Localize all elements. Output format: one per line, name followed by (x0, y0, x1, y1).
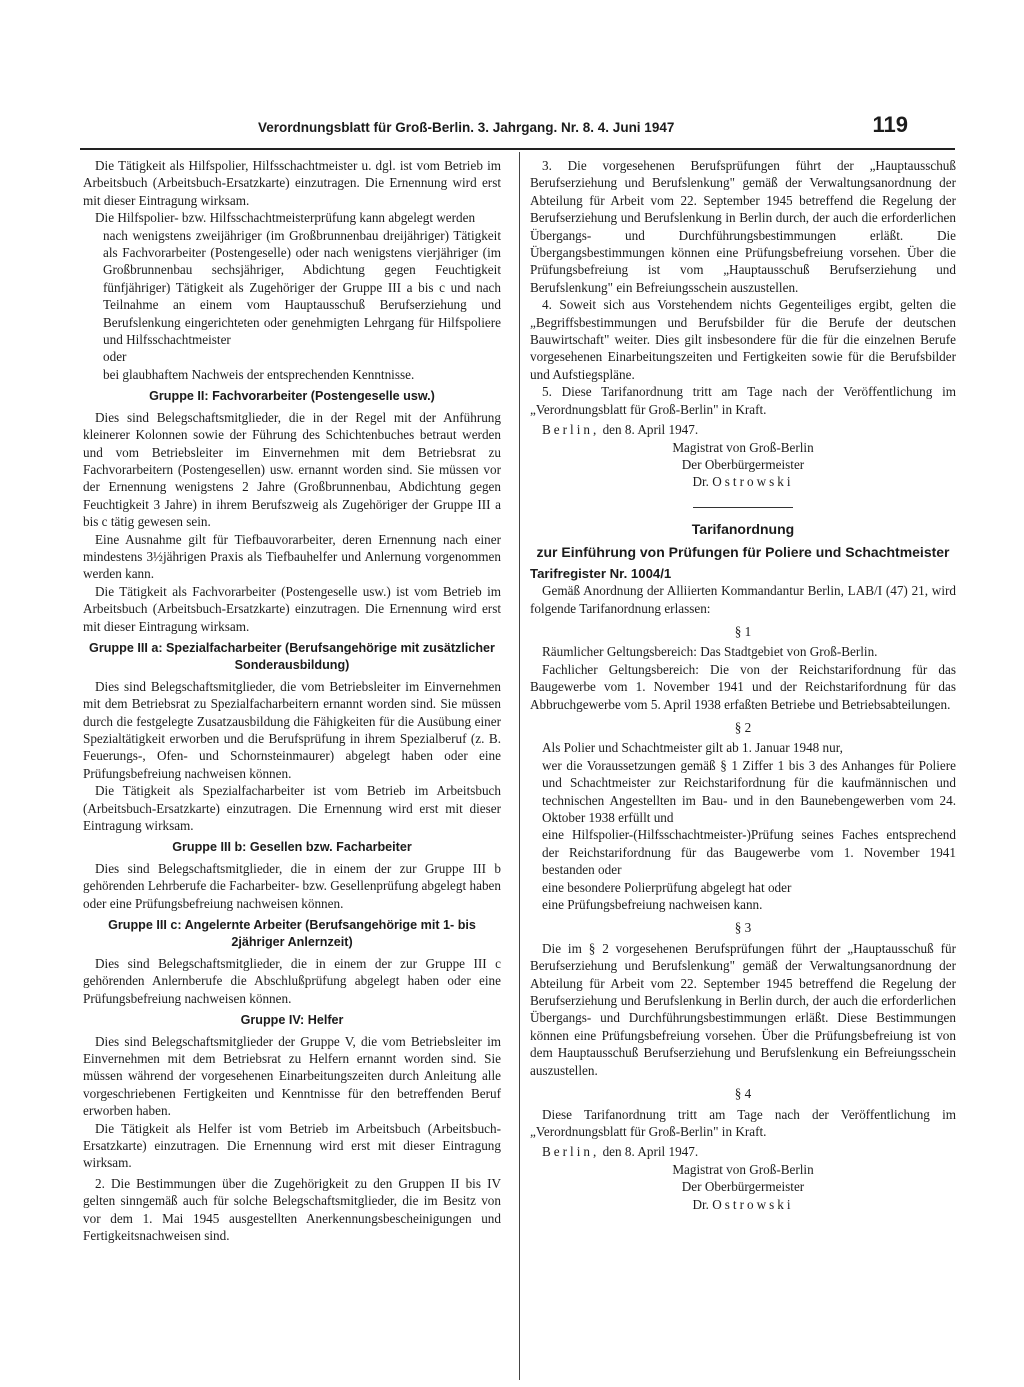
paragraph: 2. Die Bestimmungen über die Zugehörigkeit zu den Gruppen II bis IV gelten sinngemäß auch für solche Belegschaftsmitglieder, die im Besitz von vor dem 1. Mai 1945 ausgestellten Anerkennungsbescheinigungen und Fertigkeitsnachweisen sind. (83, 1175, 501, 1243)
section-heading: Gruppe IV: Helfer (240, 1013, 344, 1028)
column-divider (519, 152, 520, 1380)
paragraph: Die im § 2 vorgesehenen Berufsprüfungen führt der „Hauptausschuß für Berufserziehung und Berufslenkung" gemäß der Verwaltungsanordnung der Abteilung für Arbeit vom 22. September 1945 betreffend die Regelung der Berufserziehung und Berufslenkung in Berlin durch, der auch die erforderlichen Übergangs- und Durchführungsbestimmungen erläßt. Diese Bestimmungen können eine Prüfungsbefreiung vorsehen. Über die Prüfungsbefreiung ist von dem Hauptausschuß Berufserziehung und Berufslenkung ein Befreiungsschein auszustellen. (530, 940, 956, 1078)
document-subtitle: zur Einführung von Prüfungen für Poliere und Schachtmeister (536, 543, 950, 560)
paragraph: Dies sind Belegschaftsmitglieder, die in der Regel mit der Anführung kleinerer Kolonnen sowie der Führung des Schichtenbuches betraut werden und vom Betriebsleiter im Einvernehmen mit dem Betriebsrat zu Fachvorarbeitern (Postengesellen) usw. ernannt worden sind. Sie müssen vor der Ernennung wenigstens 2 Jahre (Großbrunnenbau, Abdichtung gegen Feuchtigkeit 3 Jahre) in ihrem Berufszweig als Zugehöriger der Gruppe III a bis c tätig gewesen sein. (83, 409, 501, 530)
paragraph: Räumlicher Geltungsbereich: Das Stadtgebiet von Groß-Berlin. (542, 644, 878, 660)
running-header (258, 112, 958, 146)
header-rule (80, 148, 955, 150)
section-mark: § 2 (734, 719, 752, 735)
paragraph: Dies sind Belegschaftsmitglieder der Gruppe V, die vom Betriebsleiter im Einvernehmen mit dem Betriebsrat zu Helfern ernannt worden sind. Sie müssen während der vorgesehenen Einarbeitungszeiten durch Anleitung alle vorgeschriebenen Fertigkeiten und Kenntnisse für den betreffenden Beruf erworben haben. (83, 1033, 501, 1119)
date-city: Berlin, (542, 1144, 600, 1160)
page-number: 119 (872, 112, 908, 137)
paragraph: 4. Soweit sich aus Vorstehendem nichts Gegenteiliges ergibt, gelten die „Begriffsbestimmungen und Berufsbilder für die Berufe der deutschen Bauwirtschaft" weiter. Dies gilt insbesondere für die für die einzelnen Berufe vorgesehenen Einarbeitungszeiten und Fertigkeiten sowie für die Berufsbilder und Aufstiegspläne. (530, 297, 956, 382)
signature-line: Der Oberbürgermeister (681, 456, 805, 472)
section-mark: § 4 (734, 1086, 752, 1102)
paragraph: Die Tätigkeit als Helfer ist vom Betrieb im Arbeitsbuch (Arbeitsbuch-Ersatzkarte) einzutragen. Die Ernennung wird erst mit dieser Eintragung wirksam. (83, 1120, 501, 1171)
signature-title: Dr. (692, 474, 709, 490)
signature-line: Magistrat von Groß-Berlin (672, 1161, 814, 1177)
condition-block (83, 227, 501, 384)
right-column (530, 157, 956, 1213)
condition-block (530, 757, 956, 914)
paragraph: Als Polier und Schachtmeister gilt ab 1. Januar 1948 nur, (542, 740, 843, 756)
date-text: den 8. April 1947. (602, 422, 699, 438)
paragraph: eine besondere Polierprüfung abgelegt hat oder (542, 879, 792, 895)
paragraph: 5. Diese Tarifanordnung tritt am Tage nach der Veröffentlichung im „Verordnungsblatt für Groß-Berlin" in Kraft. (530, 384, 956, 417)
paragraph: Die Tätigkeit als Hilfspolier, Hilfsschachtmeister u. dgl. ist vom Betrieb im Arbeitsbuch (Arbeitsbuch-Ersatzkarte) einzutragen. Die Ernennung wird erst mit dieser Eintragung wirksam. (83, 158, 501, 208)
paragraph: Die Hilfspolier- bzw. Hilfsschachtmeisterprüfung kann abgelegt werden (95, 210, 476, 226)
date-city: Berlin, (542, 422, 600, 438)
paragraph: Dies sind Belegschaftsmitglieder, die vom Betriebsleiter im Einvernehmen mit dem Betriebsrat zu Spezialfacharbeitern ernannt worden sind. Sie müssen durch die festgelegte Zusatzausbildung die Fähigkeiten für die Ausübung einer Spezialtätigkeit erworben und die Berufsprüfung in ihrem Spezialberuf (z. B. Feuerungs-, Ofen- und Schornsteinmaurer) abgelegt haben oder eine Prüfungsbefreiung nachweisen können. (83, 678, 501, 781)
paragraph: Die Tätigkeit als Spezialfacharbeiter ist vom Betrieb im Arbeitsbuch (Arbeitsbuch-Ersatzkarte) einzutragen. Die Ernennung wird erst mit dieser Eintragung wirksam. (83, 783, 501, 834)
paragraph: Fachlicher Geltungsbereich: Die von der Reichstarifordnung für das Baugewerbe vom 1. November 1941 und der Reichstarifordnung für das Abbruchgewerbe vom 5. April 1938 erfaßten Betriebe und Betriebsabteilungen. (530, 661, 956, 712)
date-text: den 8. April 1947. (602, 1144, 699, 1160)
paragraph: Eine Ausnahme gilt für Tiefbauvorarbeiter, deren Ernennung nach einer mindestens 3½jährigen Praxis als Tiefbauhelfer und Anlernung vorgenommen werden kann. (83, 531, 501, 582)
signature-surname: Ostrowski (712, 1196, 794, 1212)
header-title: Verordnungsblatt für Groß-Berlin. 3. Jahrgang. Nr. 8. 4. Juni 1947 (258, 120, 675, 135)
signature-line: Magistrat von Groß-Berlin (672, 439, 814, 455)
paragraph: bei glaubhaftem Nachweis der entsprechenden Kenntnisse. (103, 366, 415, 382)
paragraph: 3. Die vorgesehenen Berufsprüfungen führt der „Hauptausschuß Berufserziehung und Berufslenkung" gemäß der Verwaltungsanordnung der Abteilung für Arbeit vom 22. September 1945 betreffend die Regelung der Berufserziehung und Berufslenkung in Berlin durch, der auch die erforderlichen Übergangs- und Durchführungsbestimmungen erläßt. Die Übergangsbestimmungen können eine Prüfungsbefreiung vorsehen. Über die Prüfungsbefreiung ist vom „Hauptausschuß Berufserziehung und Berufslenkung" ein Befreiungsschein auszustellen. (530, 158, 956, 295)
section-mark: § 1 (734, 623, 752, 639)
date-line (530, 421, 956, 438)
paragraph: wer die Voraussetzungen gemäß § 1 Ziffer 1 bis 3 des Anhanges für Poliere und Schachtmeister zur Reichstarifordnung für die kaufmännischen und technischen Angestellten im Bau- und in den Baunebengewerben vom 24. Oktober 1938 erfüllt und (542, 757, 956, 825)
date-line (530, 1143, 956, 1160)
signature-surname: Ostrowski (712, 474, 794, 490)
paragraph: Diese Tarifanordnung tritt am Tage nach der Veröffentlichung im „Verordnungsblatt für Groß-Berlin" in Kraft. (530, 1106, 956, 1139)
signature-title: Dr. (692, 1196, 709, 1212)
section-rule (693, 507, 793, 508)
signature-line: Der Oberbürgermeister (681, 1179, 805, 1195)
paragraph: Die Tätigkeit als Fachvorarbeiter (Postengeselle usw.) ist vom Betrieb im Arbeitsbuch (Arbeitsbuch-Ersatzkarte) einzutragen. Die Ernennung wird erst mit dieser Eintragung wirksam. (83, 583, 501, 634)
section-heading: Gruppe III a: Spezialfacharbeiter (Berufsangehörige mit zusätzlicher Sonderausbildung) (89, 640, 495, 673)
section-mark: § 3 (734, 920, 752, 936)
paragraph: nach wenigstens zweijähriger (im Großbrunnenbau dreijähriger) Tätigkeit als Fachvorarbeiter (Postengeselle) oder nach wenigstens vierjähriger (im Großbrunnenbau sechsjähriger, Abdichtung gegen Feuchtigkeit fünfjähriger) Tätigkeit als Zugehöriger der Gruppe III a bis c und nach Teilnahme an einem vom Hauptausschuß Berufserziehung und Berufslenkung eingerichteten oder genehmigten Lehrgang für Hilfspoliere und Hilfsschachtmeister (103, 227, 501, 348)
paragraph: eine Hilfspolier-(Hilfsschachtmeister-)Prüfung seines Faches entsprechend der Reichstarifordnung für das Baugewerbe vom 1. November 1941 bestanden oder (542, 827, 956, 878)
signature-name (530, 1196, 956, 1213)
section-heading: Gruppe II: Fachvorarbeiter (Postengeselle usw.) (149, 389, 435, 404)
section-heading: Gruppe III c: Angelernte Arbeiter (Berufsangehörige mit 1- bis 2jähriger Anlernzeit) (108, 918, 476, 950)
section-heading: Gruppe III b: Gesellen bzw. Facharbeiter (172, 840, 412, 855)
paragraph: eine Prüfungsbefreiung nachweisen kann. (542, 897, 763, 913)
signature-name (530, 473, 956, 490)
left-column (83, 157, 501, 1244)
paragraph: Dies sind Belegschaftsmitglieder, die in einem der zur Gruppe III b gehörenden Lehrberufe die Facharbeiter- bzw. Gesellenprüfung abgelegt haben oder eine Prüfungsbefreiung nachweisen können. (83, 860, 501, 911)
paragraph: Gemäß Anordnung der Alliierten Kommandantur Berlin, LAB/I (47) 21, wird folgende Tarifanordnung erlassen: (530, 583, 956, 616)
tariff-register: Tarifregister Nr. 1004/1 (530, 565, 672, 581)
paragraph: Dies sind Belegschaftsmitglieder, die in einem der zur Gruppe III c gehörenden Anlernberufe die Abschlußprüfung abgelegt haben oder eine Prüfungsbefreiung nachweisen können. (83, 955, 501, 1006)
document-title: Tarifanordnung (691, 520, 795, 537)
paragraph: oder (103, 349, 127, 365)
